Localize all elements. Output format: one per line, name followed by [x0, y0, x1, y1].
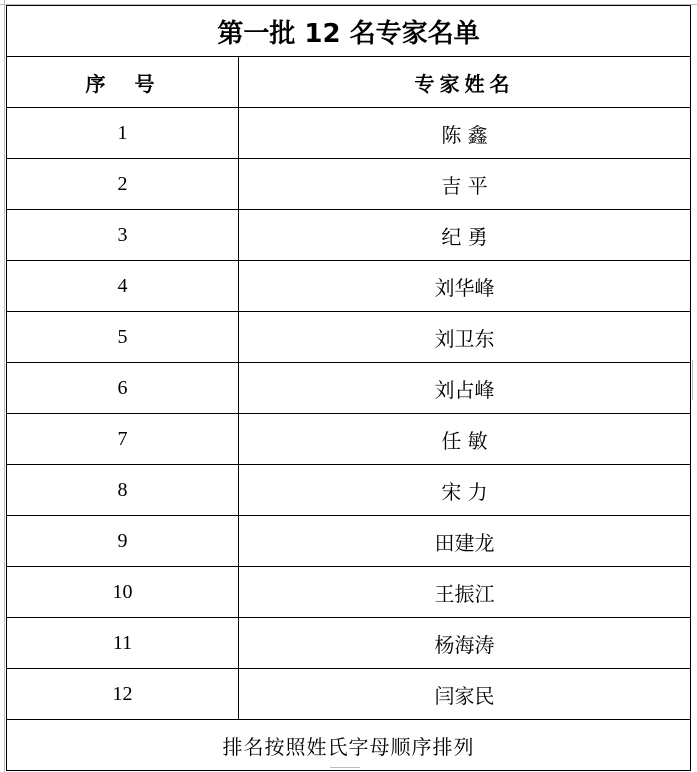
table-row — [7, 210, 691, 261]
cell-expert-name[interactable]: 王振江 — [239, 567, 691, 618]
cell-number[interactable]: 4 — [7, 261, 239, 312]
cell-number[interactable]: 10 — [7, 567, 239, 618]
cell-number[interactable]: 9 — [7, 516, 239, 567]
table-row — [7, 312, 691, 363]
cell-number[interactable]: 12 — [7, 669, 239, 720]
table-row — [7, 618, 691, 669]
gridline — [4, 0, 5, 772]
cell-number[interactable]: 8 — [7, 465, 239, 516]
table-row — [7, 516, 691, 567]
table-row — [7, 159, 691, 210]
header-row — [7, 57, 691, 108]
cell-expert-name[interactable]: 刘卫东 — [239, 312, 691, 363]
cell-number[interactable]: 6 — [7, 363, 239, 414]
footnote-cell[interactable]: 排名按照姓氏字母顺序排列 — [7, 720, 691, 771]
table-row — [7, 363, 691, 414]
gridline — [692, 360, 693, 400]
table-row — [7, 414, 691, 465]
table-row — [7, 567, 691, 618]
cell-expert-name[interactable]: 田建龙 — [239, 516, 691, 567]
title-row — [7, 6, 691, 57]
cell-expert-name[interactable]: 闫家民 — [239, 669, 691, 720]
expert-list-table — [6, 5, 691, 771]
footnote-row — [7, 720, 691, 771]
cell-expert-name[interactable]: 杨海涛 — [239, 618, 691, 669]
cell-expert-name[interactable]: 刘占峰 — [239, 363, 691, 414]
cell-number[interactable]: 2 — [7, 159, 239, 210]
cell-expert-name[interactable]: 任 敏 — [239, 414, 691, 465]
cell-number[interactable]: 1 — [7, 108, 239, 159]
cell-expert-name[interactable]: 纪 勇 — [239, 210, 691, 261]
table-title[interactable]: 第一批 12 名专家名单 — [7, 6, 691, 57]
cell-expert-name[interactable]: 刘华峰 — [239, 261, 691, 312]
cell-expert-name[interactable]: 吉 平 — [239, 159, 691, 210]
table-row — [7, 465, 691, 516]
cell-number[interactable]: 7 — [7, 414, 239, 465]
table-row — [7, 669, 691, 720]
header-cell-number[interactable]: 序 号 — [7, 57, 239, 108]
header-cell-name[interactable]: 专家姓名 — [239, 57, 691, 108]
cell-number[interactable]: 11 — [7, 618, 239, 669]
cell-number[interactable]: 5 — [7, 312, 239, 363]
table-row — [7, 261, 691, 312]
cell-expert-name[interactable]: 陈 鑫 — [239, 108, 691, 159]
cell-number[interactable]: 3 — [7, 210, 239, 261]
cell-expert-name[interactable]: 宋 力 — [239, 465, 691, 516]
table-row — [7, 108, 691, 159]
